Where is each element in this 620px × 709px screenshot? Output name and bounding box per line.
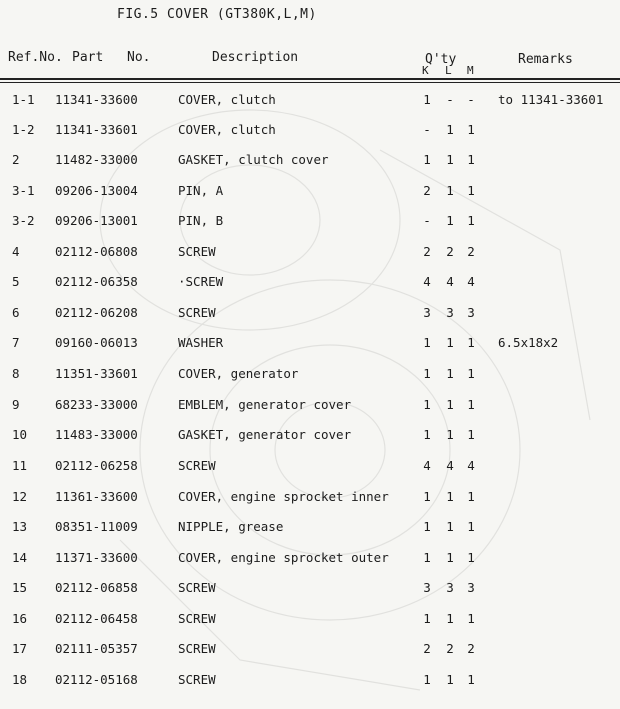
qty-l: 1 xyxy=(446,213,454,228)
part-number: 02112-06258 xyxy=(55,458,138,473)
qty-k: 1 xyxy=(423,489,431,504)
description: SCREW xyxy=(178,244,216,259)
header-ref-no: Ref.No. xyxy=(8,50,63,65)
part-number: 11361-33600 xyxy=(55,489,138,504)
figure-title: FIG.5 COVER (GT380K,L,M) xyxy=(117,7,317,22)
qty-m: 1 xyxy=(467,672,475,687)
description: SCREW xyxy=(178,580,216,595)
qty-m: 2 xyxy=(467,244,475,259)
qty-m: - xyxy=(467,92,475,107)
qty-l: 1 xyxy=(446,152,454,167)
description: COVER, generator xyxy=(178,366,299,381)
qty-m: 3 xyxy=(467,580,475,595)
part-number: 02112-06358 xyxy=(55,274,138,289)
ref-no: 1-1 xyxy=(12,92,35,107)
qty-l: - xyxy=(446,92,454,107)
qty-k: 1 xyxy=(423,335,431,350)
part-number: 09206-13001 xyxy=(55,213,138,228)
qty-l: 1 xyxy=(446,550,454,565)
table-row xyxy=(0,183,620,213)
qty-m: 2 xyxy=(467,641,475,656)
qty-m: 1 xyxy=(467,213,475,228)
qty-l: 4 xyxy=(446,458,454,473)
table-row xyxy=(0,641,620,671)
qty-l: 1 xyxy=(446,672,454,687)
ref-no: 9 xyxy=(12,397,20,412)
ref-no: 15 xyxy=(12,580,28,595)
header-rule-bottom xyxy=(0,82,620,83)
header-qty: Q'ty xyxy=(425,52,457,67)
description: PIN, B xyxy=(178,213,224,228)
description: COVER, clutch xyxy=(178,122,276,137)
ref-no: 4 xyxy=(12,244,20,259)
part-number: 09160-06013 xyxy=(55,335,138,350)
header-qty-m: M xyxy=(467,64,474,77)
table-row xyxy=(0,519,620,549)
qty-m: 1 xyxy=(467,611,475,626)
qty-l: 1 xyxy=(446,366,454,381)
table-row xyxy=(0,335,620,365)
header-remarks: Remarks xyxy=(518,52,573,67)
qty-m: 1 xyxy=(467,183,475,198)
header-rule-top xyxy=(0,78,620,80)
qty-k: 4 xyxy=(423,274,431,289)
part-number: 11341-33601 xyxy=(55,122,138,137)
description: GASKET, generator cover xyxy=(178,427,352,442)
table-row xyxy=(0,366,620,396)
header-qty-k: K xyxy=(422,64,429,77)
ref-no: 14 xyxy=(12,550,28,565)
qty-m: 1 xyxy=(467,519,475,534)
part-number: 02112-05168 xyxy=(55,672,138,687)
ref-no: 18 xyxy=(12,672,28,687)
description: PIN, A xyxy=(178,183,224,198)
qty-m: 1 xyxy=(467,427,475,442)
description: SCREW xyxy=(178,611,216,626)
part-number: 02112-06808 xyxy=(55,244,138,259)
qty-l: 3 xyxy=(446,580,454,595)
header-description: Description xyxy=(212,50,299,65)
qty-l: 2 xyxy=(446,244,454,259)
ref-no: 12 xyxy=(12,489,28,504)
qty-k: 2 xyxy=(423,244,431,259)
part-number: 09206-13004 xyxy=(55,183,138,198)
qty-k: 4 xyxy=(423,458,431,473)
table-row xyxy=(0,274,620,304)
description: WASHER xyxy=(178,335,224,350)
table-row xyxy=(0,580,620,610)
ref-no: 11 xyxy=(12,458,28,473)
description: SCREW xyxy=(178,305,216,320)
qty-k: 2 xyxy=(423,183,431,198)
qty-m: 1 xyxy=(467,550,475,565)
qty-k: 1 xyxy=(423,397,431,412)
qty-l: 3 xyxy=(446,305,454,320)
qty-l: 1 xyxy=(446,489,454,504)
table-row xyxy=(0,397,620,427)
description: NIPPLE, grease xyxy=(178,519,284,534)
table-row xyxy=(0,92,620,122)
part-number: 11482-33000 xyxy=(55,152,138,167)
qty-l: 1 xyxy=(446,335,454,350)
qty-k: 1 xyxy=(423,92,431,107)
qty-m: 3 xyxy=(467,305,475,320)
description: ·SCREW xyxy=(178,274,224,289)
table-row xyxy=(0,550,620,580)
ref-no: 2 xyxy=(12,152,20,167)
qty-l: 1 xyxy=(446,427,454,442)
description: SCREW xyxy=(178,458,216,473)
qty-l: 4 xyxy=(446,274,454,289)
description: EMBLEM, generator cover xyxy=(178,397,352,412)
qty-k: - xyxy=(423,213,431,228)
qty-k: 2 xyxy=(423,641,431,656)
qty-k: 1 xyxy=(423,366,431,381)
table-row xyxy=(0,213,620,243)
ref-no: 16 xyxy=(12,611,28,626)
part-number: 11371-33600 xyxy=(55,550,138,565)
description: GASKET, clutch cover xyxy=(178,152,329,167)
ref-no: 17 xyxy=(12,641,28,656)
table-row xyxy=(0,672,620,702)
qty-l: 2 xyxy=(446,641,454,656)
qty-m: 4 xyxy=(467,458,475,473)
qty-k: 1 xyxy=(423,672,431,687)
qty-m: 1 xyxy=(467,152,475,167)
table-row xyxy=(0,489,620,519)
header-no: No. xyxy=(127,50,151,65)
header-qty-l: L xyxy=(445,64,452,77)
qty-l: 1 xyxy=(446,122,454,137)
ref-no: 3-2 xyxy=(12,213,35,228)
remarks: 6.5x18x2 xyxy=(498,335,559,350)
qty-k: - xyxy=(423,122,431,137)
part-number: 02112-06858 xyxy=(55,580,138,595)
table-row xyxy=(0,152,620,182)
part-number: 68233-33000 xyxy=(55,397,138,412)
description: SCREW xyxy=(178,672,216,687)
qty-l: 1 xyxy=(446,519,454,534)
table-row xyxy=(0,244,620,274)
ref-no: 1-2 xyxy=(12,122,35,137)
qty-l: 1 xyxy=(446,183,454,198)
part-number: 11351-33601 xyxy=(55,366,138,381)
qty-l: 1 xyxy=(446,397,454,412)
part-number: 11341-33600 xyxy=(55,92,138,107)
qty-k: 1 xyxy=(423,519,431,534)
ref-no: 5 xyxy=(12,274,20,289)
qty-k: 3 xyxy=(423,580,431,595)
qty-m: 4 xyxy=(467,274,475,289)
table-row xyxy=(0,305,620,335)
ref-no: 8 xyxy=(12,366,20,381)
part-number: 02111-05357 xyxy=(55,641,138,656)
part-number: 02112-06458 xyxy=(55,611,138,626)
qty-l: 1 xyxy=(446,611,454,626)
ref-no: 6 xyxy=(12,305,20,320)
ref-no: 13 xyxy=(12,519,28,534)
table-row xyxy=(0,611,620,641)
part-number: 08351-11009 xyxy=(55,519,138,534)
header-part: Part xyxy=(72,50,104,65)
qty-k: 3 xyxy=(423,305,431,320)
part-number: 11483-33000 xyxy=(55,427,138,442)
qty-k: 1 xyxy=(423,550,431,565)
qty-k: 1 xyxy=(423,427,431,442)
ref-no: 7 xyxy=(12,335,20,350)
table-row xyxy=(0,458,620,488)
qty-m: 1 xyxy=(467,122,475,137)
ref-no: 3-1 xyxy=(12,183,35,198)
qty-m: 1 xyxy=(467,335,475,350)
ref-no: 10 xyxy=(12,427,28,442)
qty-m: 1 xyxy=(467,397,475,412)
description: SCREW xyxy=(178,641,216,656)
description: COVER, engine sprocket inner xyxy=(178,489,389,504)
qty-k: 1 xyxy=(423,152,431,167)
table-row xyxy=(0,122,620,152)
part-number: 02112-06208 xyxy=(55,305,138,320)
qty-k: 1 xyxy=(423,611,431,626)
description: COVER, engine sprocket outer xyxy=(178,550,389,565)
remarks: to 11341-33601 xyxy=(498,92,604,107)
qty-m: 1 xyxy=(467,489,475,504)
description: COVER, clutch xyxy=(178,92,276,107)
qty-m: 1 xyxy=(467,366,475,381)
table-row xyxy=(0,427,620,457)
